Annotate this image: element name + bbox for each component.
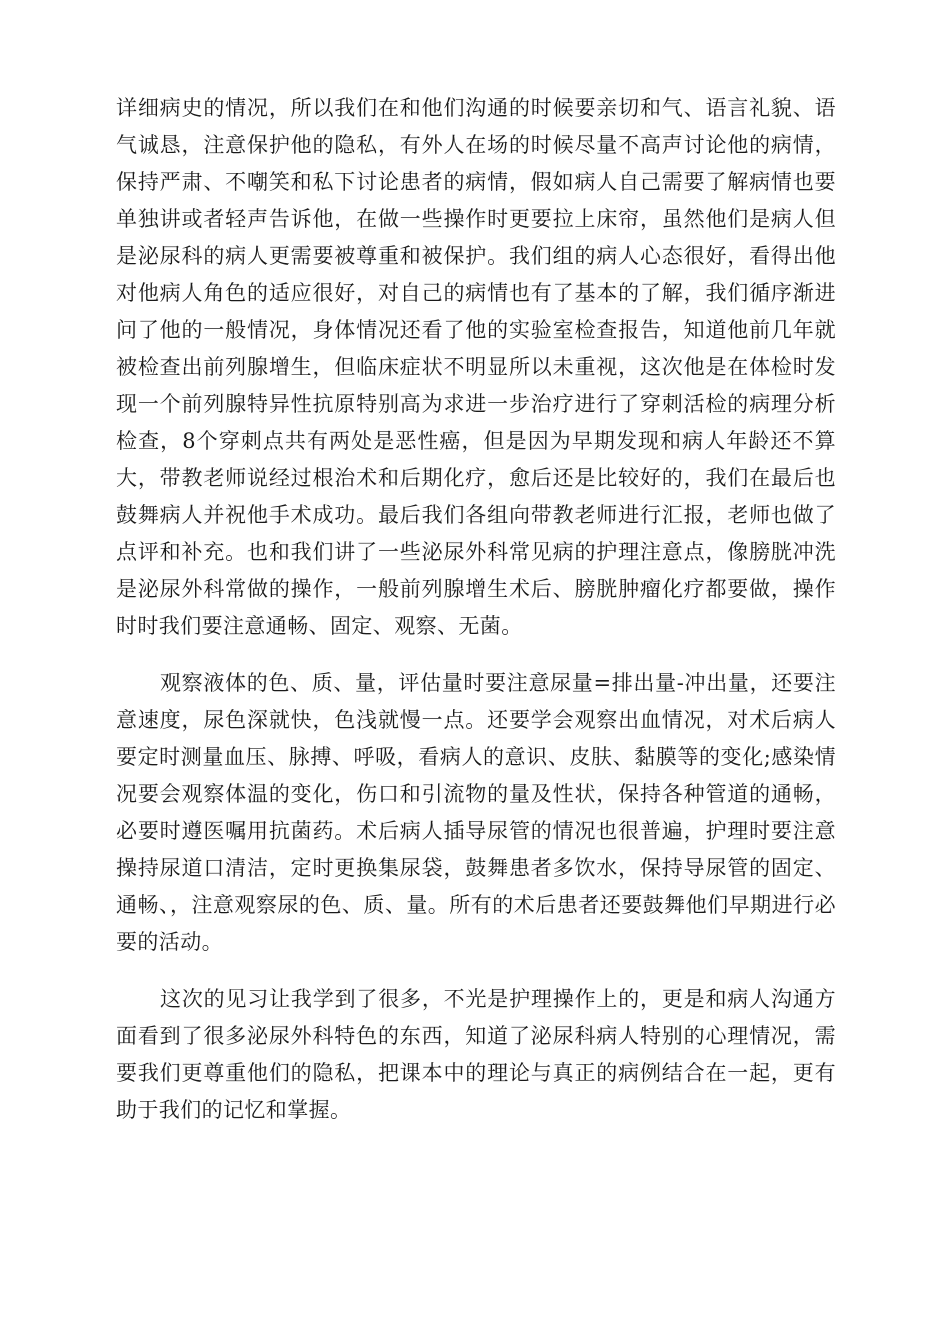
paragraph-1: 详细病史的情况，所以我们在和他们沟通的时候要亲切和气、语言礼貌、语气诚恳，注意保护他的隐私，有外人在场的时候尽量不高声讨论他的病情，保持严肃、不嘲笑和私下讨论患者的病情，假如病人自己需要了解病情也要单独讲或者轻声告诉他，在做一些操作时更要拉上床帘，虽然他们是病人但是泌尿科的病人更需要被尊重和被保护。我们组的病人心态很好，看得出他对他病人角色的适应很好，对自己的病情也有了基本的了解，我们循序渐进问了他的一般情况，身体情况还看了他的实验室检查报告，知道他前几年就被检查出前列腺增生，但临床症状不明显所以未重视，这次他是在体检时发现一个前列腺特异性抗原特别高为求进一步治疗进行了穿刺活检的病理分析检查，8个穿刺点共有两处是恶性癌，但是因为早期发现和病人年龄还不算大，带教老师说经过根治术和后期化疗，愈后还是比较好的，我们在最后也鼓舞病人并祝他手术成功。最后我们各组向带教老师进行汇报，老师也做了点评和补充。也和我们讲了一些泌尿外科常见病的护理注意点，像膀胱冲洗是泌尿外科常做的操作，一般前列腺增生术后、膀胱肿瘤化疗都要做，操作时时我们要注意通畅、固定、观察、无菌。	[116, 96, 836, 638]
paragraph-3: 这次的见习让我学到了很多，不光是护理操作上的，更是和病人沟通方面看到了很多泌尿外科特色的东西，知道了泌尿科病人特别的心理情况，需要我们更尊重他们的隐私，把课本中的理论与真正的病例结合在一起，更有助于我们的记忆和掌握。	[116, 987, 836, 1122]
document-body	[116, 90, 836, 1149]
paragraph-2: 观察液体的色、质、量，评估量时要注意尿量=排出量-冲出量，还要注意速度，尿色深就快，色浅就慢一点。还要学会观察出血情况，对术后病人要定时测量血压、脉搏、呼吸，看病人的意识、皮肤、黏膜等的变化;感染情况要会观察体温的变化，伤口和引流物的量及性状，保持各种管道的通畅，必要时遵医嘱用抗菌药。术后病人插导尿管的情况也很普遍，护理时要注意操持尿道口清洁，定时更换集尿袋，鼓舞患者多饮水，保持导尿管的固定、通畅、，注意观察尿的色、质、量。所有的术后患者还要鼓舞他们早期进行必要的活动。	[116, 671, 836, 954]
